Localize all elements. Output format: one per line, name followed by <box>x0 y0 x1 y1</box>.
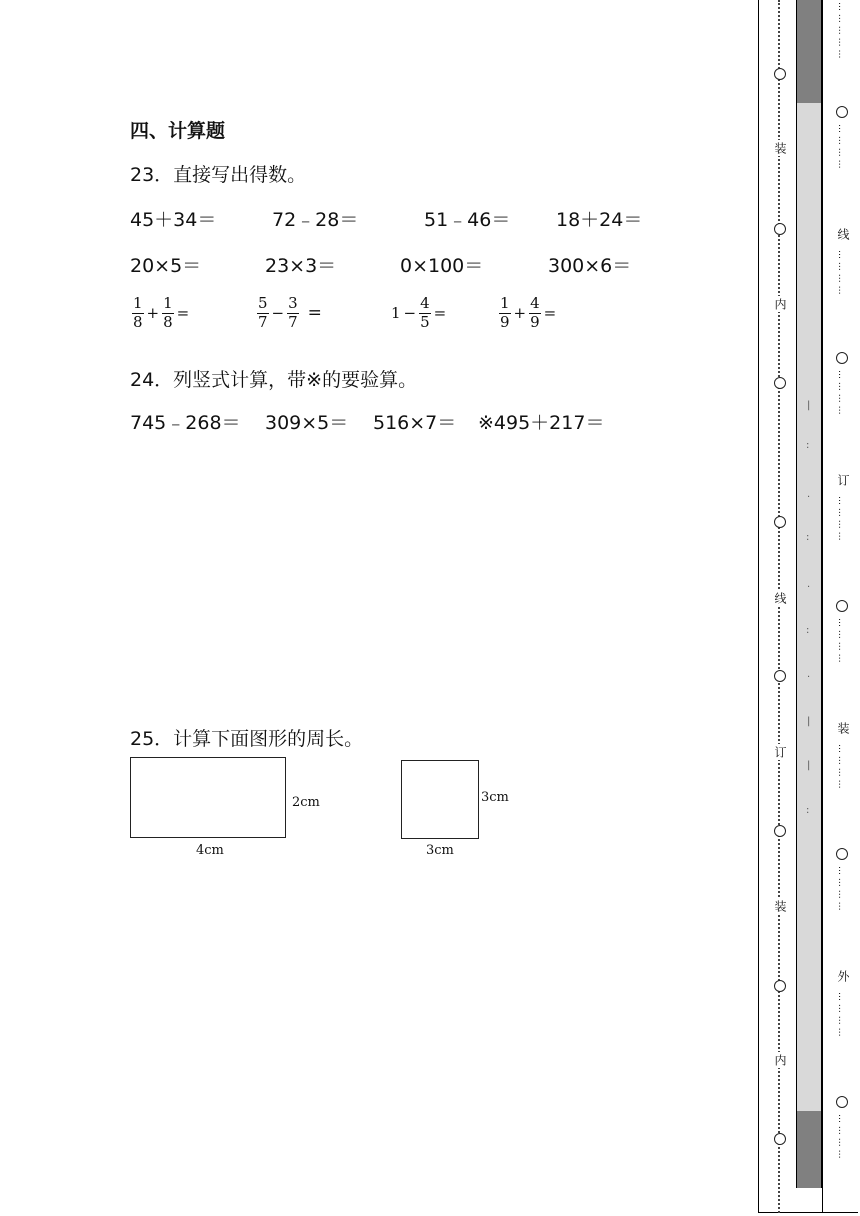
square-figure <box>401 760 479 839</box>
fraction: $\frac{1}{9}$ <box>500 294 510 331</box>
expr-23-2: 72﹣28＝ <box>272 209 359 231</box>
outer-label: 外 <box>836 970 850 982</box>
outer-dots: … … … … <box>836 866 846 911</box>
inner-dotted-line <box>778 0 780 1213</box>
fraction: $\frac{4}{5}$ <box>420 294 430 331</box>
strip-mark: · <box>807 492 811 503</box>
expr-23-5: 20×5＝ <box>130 255 202 277</box>
outer-circle <box>836 600 848 612</box>
fraction-expr-4 <box>499 296 556 331</box>
square-height-label: 3cm <box>481 790 509 805</box>
binding-label: 内 <box>773 1054 787 1066</box>
question-24-prompt: 24．列竖式计算，带※的要验算。 <box>130 369 418 391</box>
expr-24-1: 745﹣268＝ <box>130 412 241 434</box>
binding-dark-block-top <box>796 0 822 103</box>
strip-mark: : <box>806 532 810 543</box>
expr-23-8: 300×6＝ <box>548 255 632 277</box>
outer-circle <box>836 352 848 364</box>
square-width-label: 3cm <box>426 843 454 858</box>
strip-mark: : <box>806 805 810 816</box>
binding-label: 内 <box>773 298 787 310</box>
outer-border-line <box>822 0 823 1213</box>
outer-label: 线 <box>836 228 850 240</box>
binding-hole-circle <box>774 68 786 80</box>
binding-hole-circle <box>774 825 786 837</box>
strip-mark: : <box>806 440 810 451</box>
outer-dots: … … … … <box>836 992 846 1037</box>
rect-width-label: 4cm <box>196 843 224 858</box>
outer-circle <box>836 106 848 118</box>
fraction: $\frac{4}{9}$ <box>530 294 540 331</box>
outer-dots: … … … … <box>836 496 846 541</box>
fraction: $\frac{3}{7}$ <box>288 294 298 331</box>
equals: = <box>543 304 557 323</box>
section-title: 四、计算题 <box>130 120 226 142</box>
operator: + <box>513 304 527 323</box>
strip-mark: | <box>807 716 811 727</box>
binding-dark-block-bottom <box>796 1111 822 1188</box>
fraction-expr-2 <box>257 296 322 331</box>
equals: = <box>307 303 322 324</box>
fraction: $\frac{5}{7}$ <box>258 294 268 331</box>
expr-23-4: 18＋24＝ <box>556 209 643 231</box>
expr-24-4: ※495＋217＝ <box>478 412 605 434</box>
binding-hole-circle <box>774 223 786 235</box>
strip-mark: | <box>807 760 811 771</box>
binding-gray-strip <box>796 0 822 1188</box>
binding-hole-circle <box>774 670 786 682</box>
operator: − <box>403 304 417 323</box>
rectangle-figure <box>130 757 286 838</box>
outer-label: 订 <box>836 474 850 486</box>
rect-height-label: 2cm <box>292 795 320 810</box>
strip-mark: · <box>807 582 811 593</box>
binding-label: 订 <box>773 746 787 758</box>
equals: = <box>433 304 447 323</box>
whole-number: 1 <box>391 304 401 323</box>
strip-mark: · <box>807 672 811 683</box>
outer-circle <box>836 848 848 860</box>
fraction-expr-1 <box>132 296 189 331</box>
outer-circle <box>836 1096 848 1108</box>
operator: − <box>271 304 285 323</box>
question-25-prompt: 25．计算下面图形的周长。 <box>130 728 364 750</box>
binding-label: 装 <box>773 142 787 154</box>
binding-hole-circle <box>774 377 786 389</box>
fraction: $\frac{1}{8}$ <box>163 294 173 331</box>
question-23-prompt: 23．直接写出得数。 <box>130 164 307 186</box>
outer-dots: … … … … <box>836 744 846 789</box>
expr-23-6: 23×3＝ <box>265 255 337 277</box>
strip-mark: : <box>806 625 810 636</box>
fraction: $\frac{1}{8}$ <box>133 294 143 331</box>
expr-24-2: 309×5＝ <box>265 412 349 434</box>
outer-dots: … … … … <box>836 370 846 415</box>
strip-mark: | <box>807 400 811 411</box>
expr-23-7: 0×100＝ <box>400 255 484 277</box>
expr-23-1: 45＋34＝ <box>130 209 217 231</box>
binding-hole-circle <box>774 1133 786 1145</box>
outer-dots: … … … … <box>836 618 846 663</box>
outer-dots: … … … … <box>836 1114 846 1159</box>
binding-label: 装 <box>773 900 787 912</box>
operator: + <box>146 304 160 323</box>
outer-label: 装 <box>836 722 850 734</box>
binding-hole-circle <box>774 980 786 992</box>
binding-hole-circle <box>774 516 786 528</box>
equals: = <box>176 304 190 323</box>
fraction-expr-3 <box>391 296 446 331</box>
expr-23-3: 51﹣46＝ <box>424 209 511 231</box>
outer-dots: … … … … <box>836 250 846 295</box>
outer-dots: … … … … <box>836 124 846 169</box>
outer-dots: … … … … … <box>836 2 846 59</box>
binding-label: 线 <box>773 592 787 604</box>
expr-24-3: 516×7＝ <box>373 412 457 434</box>
